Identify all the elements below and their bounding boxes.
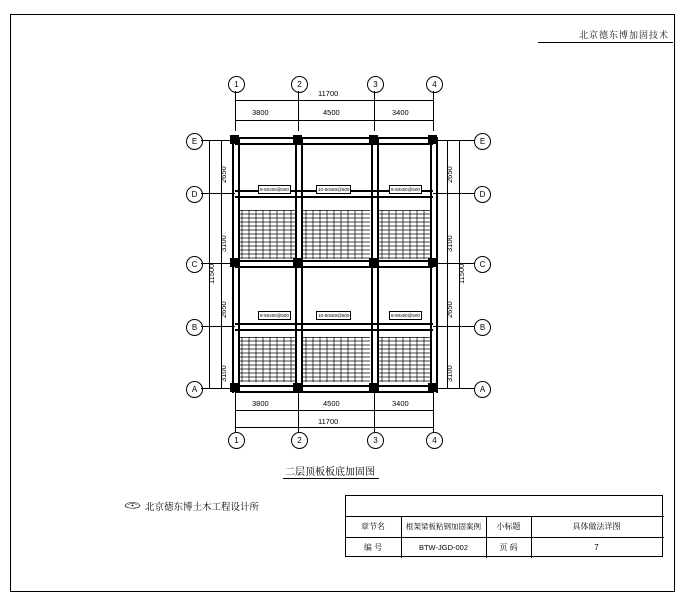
title-block-label-chapter: 章节名 bbox=[361, 522, 385, 531]
slab-hatch-upper-bay-3 bbox=[377, 210, 431, 260]
grid-bubble-left-b: B bbox=[186, 319, 203, 336]
dim-tick-right-c bbox=[441, 263, 453, 264]
beam-tag-lower-2: 10-50x50@500 bbox=[318, 313, 350, 318]
dim-tick-right-b bbox=[441, 326, 453, 327]
grid-stem-right-c bbox=[433, 263, 474, 264]
beam-axis-d-lower bbox=[235, 196, 433, 198]
beam-tag-upper-1: 8-50x50@500 bbox=[260, 187, 289, 192]
title-block-value-page: 7 bbox=[594, 542, 599, 552]
slab-hatch-upper-bay-1 bbox=[238, 210, 296, 260]
title-block-company: 北京德东博土木工程设计所 bbox=[145, 502, 260, 513]
dim-bottom-seg-3: 3400 bbox=[392, 399, 409, 408]
dim-tick-bottom-3 bbox=[374, 404, 375, 416]
dim-line-top-total bbox=[235, 100, 433, 101]
dim-line-top-segments bbox=[235, 120, 433, 121]
column-4a bbox=[428, 383, 437, 392]
dim-tick-right-e bbox=[441, 140, 453, 141]
grid-bubble-bottom-4: 4 bbox=[426, 432, 443, 449]
slab-hatch-lower-bay-2 bbox=[301, 337, 371, 383]
column-2a bbox=[293, 383, 302, 392]
dim-tick-right-a bbox=[441, 388, 453, 389]
dim-left-total: 11500 bbox=[207, 263, 216, 284]
beam-axis-c-lower bbox=[235, 266, 433, 268]
dim-tick-bottom-1 bbox=[235, 404, 236, 416]
dim-right-seg-1: 2650 bbox=[445, 166, 454, 183]
dim-tick-right-d bbox=[441, 193, 453, 194]
dim-tick-top-4 bbox=[433, 114, 434, 126]
beam-tag-lower-3: 8-50x50@500 bbox=[391, 313, 420, 318]
dim-tick-left-b bbox=[215, 326, 227, 327]
title-block-label-page: 页 码 bbox=[499, 542, 518, 552]
grid-bubble-right-c: C bbox=[474, 256, 491, 273]
column-1e bbox=[230, 135, 239, 144]
beam-axis-b-upper bbox=[235, 323, 433, 325]
dim-top-seg-1: 3800 bbox=[252, 108, 269, 117]
grid-bubble-right-d: D bbox=[474, 186, 491, 203]
sheet-header-company: 北京德东博加固技术 bbox=[578, 30, 669, 40]
grid-bubble-left-d: D bbox=[186, 186, 203, 203]
grid-bubble-left-a: A bbox=[186, 381, 203, 398]
dim-bottom-seg-1: 3800 bbox=[252, 399, 269, 408]
dim-line-bottom-total bbox=[235, 427, 433, 428]
grid-bubble-right-a: A bbox=[474, 381, 491, 398]
title-block-value-chapter: 框架梁板粘钢加固案例 bbox=[406, 522, 481, 531]
dim-top-total: 11700 bbox=[318, 89, 339, 98]
dim-left-seg-4: 3100 bbox=[219, 365, 228, 382]
beam-tag-upper-2: 10-50x50@500 bbox=[318, 187, 350, 192]
dim-tick-left-a bbox=[215, 388, 227, 389]
dim-bottom-seg-2: 4500 bbox=[323, 399, 340, 408]
grid-stem-right-b bbox=[433, 326, 474, 327]
dim-tick-left-c bbox=[215, 263, 227, 264]
beam-axis-b-lower bbox=[235, 329, 433, 331]
column-4e bbox=[428, 135, 437, 144]
grid-bubble-left-e: E bbox=[186, 133, 203, 150]
dim-top-seg-2: 4500 bbox=[323, 108, 340, 117]
dim-tick-bottom-4 bbox=[433, 404, 434, 416]
dim-left-seg-3: 2650 bbox=[219, 301, 228, 318]
grid-bubble-bottom-3: 3 bbox=[367, 432, 384, 449]
grid-bubble-top-4: 4 bbox=[426, 76, 443, 93]
grid-bubble-right-e: E bbox=[474, 133, 491, 150]
dim-left-seg-2: 3100 bbox=[219, 235, 228, 252]
grid-bubble-bottom-2: 2 bbox=[291, 432, 308, 449]
beam-axis-a-upper bbox=[235, 385, 433, 387]
grid-bubble-bottom-1: 1 bbox=[228, 432, 245, 449]
dim-tick-top-2 bbox=[298, 114, 299, 126]
grid-stem-right-a bbox=[433, 388, 474, 389]
column-1a bbox=[230, 383, 239, 392]
dim-tick-top-1 bbox=[235, 114, 236, 126]
dim-bottom-total: 11700 bbox=[318, 417, 339, 426]
dim-tick-top-3 bbox=[374, 114, 375, 126]
dim-right-seg-2: 3100 bbox=[445, 235, 454, 252]
grid-bubble-top-3: 3 bbox=[367, 76, 384, 93]
beam-tag-upper-3: 8-50x50@500 bbox=[391, 187, 420, 192]
title-block-value-subtitle: 具体做法详图 bbox=[572, 522, 621, 531]
grid-bubble-top-1: 1 bbox=[228, 76, 245, 93]
drawing-caption: 二层顶板板底加固图 bbox=[285, 467, 375, 478]
slab-hatch-lower-bay-3 bbox=[377, 337, 431, 383]
dim-tick-left-d bbox=[215, 193, 227, 194]
title-block-label-number: 编 号 bbox=[363, 542, 383, 552]
dim-right-seg-4: 3100 bbox=[445, 365, 454, 382]
title-block-value-number: BTW-JGD-002 bbox=[418, 542, 469, 552]
grid-bubble-left-c: C bbox=[186, 256, 203, 273]
dim-right-seg-3: 2650 bbox=[445, 301, 454, 318]
beam-axis-e-upper bbox=[235, 137, 433, 139]
dim-tick-left-e bbox=[215, 140, 227, 141]
column-3a bbox=[369, 383, 378, 392]
drawing-caption-underline bbox=[283, 478, 379, 479]
dim-left-seg-1: 2650 bbox=[219, 166, 228, 183]
grid-stem-right-e bbox=[433, 140, 474, 141]
beam-tag-lower-1: 8-50x50@500 bbox=[260, 313, 289, 318]
dim-top-seg-3: 3400 bbox=[392, 108, 409, 117]
dim-right-total: 11500 bbox=[457, 263, 466, 284]
column-3e bbox=[369, 135, 378, 144]
title-block-label-subtitle: 小标题 bbox=[496, 522, 521, 531]
dim-tick-bottom-2 bbox=[298, 404, 299, 416]
grid-bubble-right-b: B bbox=[474, 319, 491, 336]
slab-hatch-lower-bay-1 bbox=[238, 337, 296, 383]
column-2e bbox=[293, 135, 302, 144]
beam-axis-c-upper bbox=[235, 260, 433, 262]
grid-stem-right-d bbox=[433, 193, 474, 194]
beam-axis-e-lower bbox=[235, 143, 433, 145]
slab-hatch-upper-bay-2 bbox=[301, 210, 371, 260]
company-logo-icon bbox=[124, 499, 141, 510]
dim-line-bottom-segments bbox=[235, 410, 433, 411]
grid-bubble-top-2: 2 bbox=[291, 76, 308, 93]
beam-axis-a-lower bbox=[235, 391, 433, 393]
